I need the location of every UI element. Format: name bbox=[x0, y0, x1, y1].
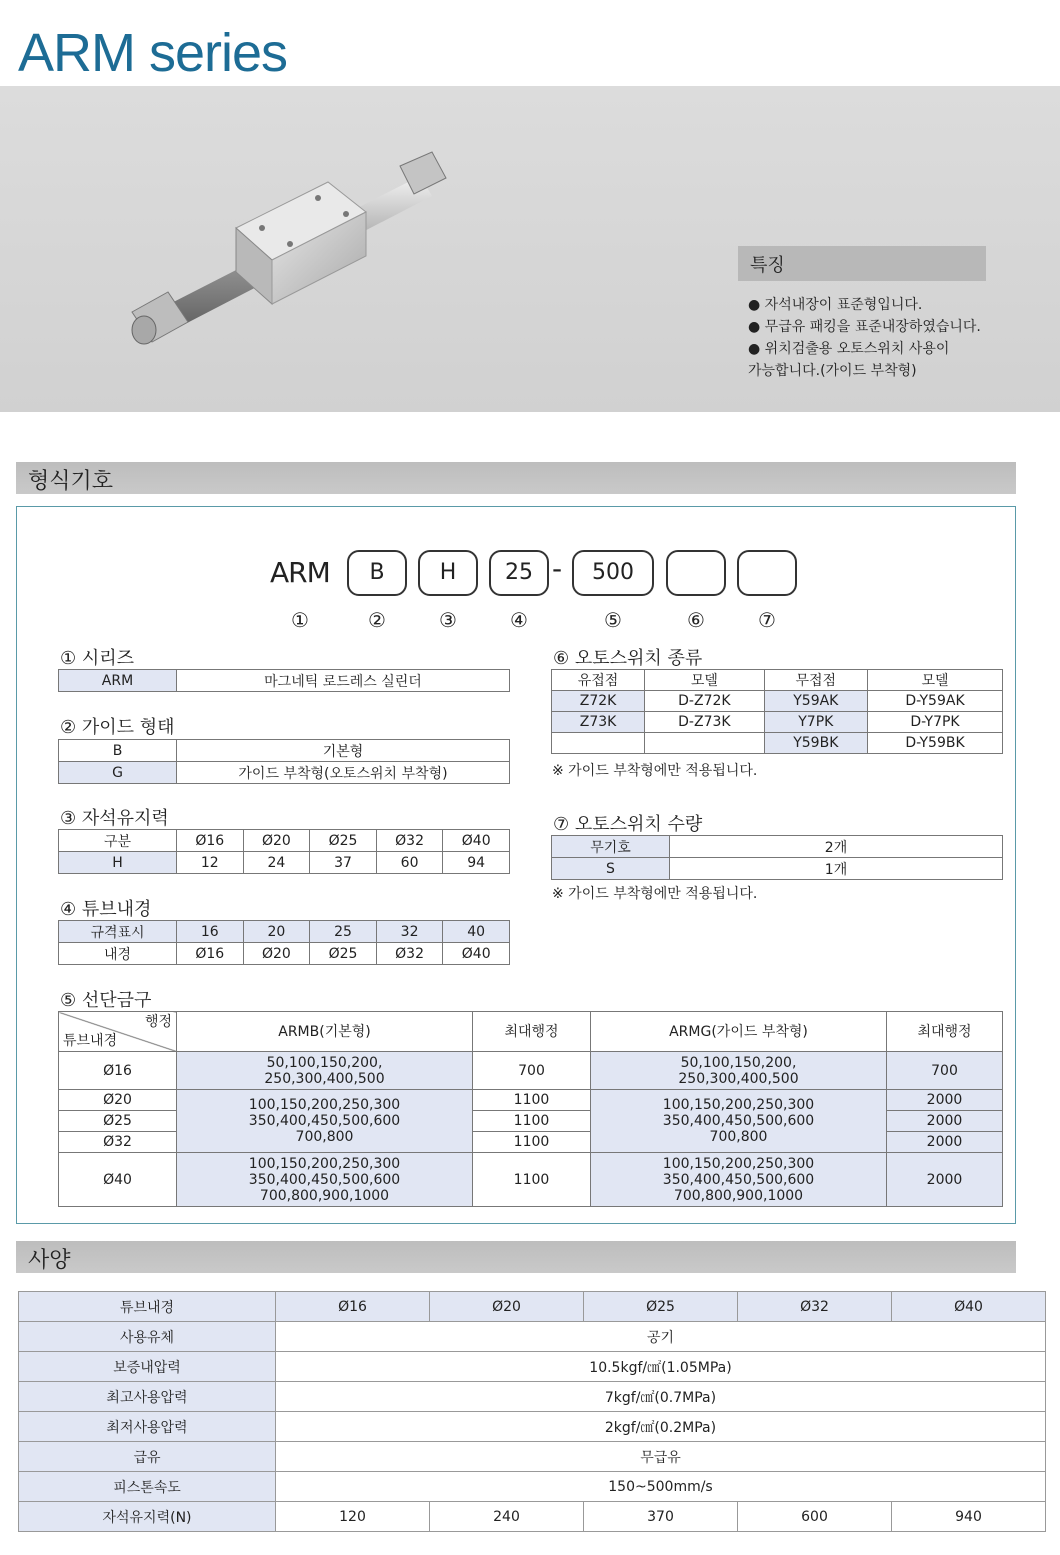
table-cell: D-Y7PK bbox=[867, 712, 1002, 733]
code-number: ⑥ bbox=[687, 608, 705, 632]
table-cell: D-Z72K bbox=[645, 691, 765, 712]
code-box-guide: B bbox=[347, 550, 407, 596]
code-dash: - bbox=[552, 552, 563, 585]
table-cell: 16 bbox=[177, 921, 244, 943]
table-cell: G bbox=[59, 762, 177, 784]
table-header: ARMG(가이드 부착형) bbox=[591, 1012, 887, 1052]
spec-label: 급유 bbox=[19, 1442, 276, 1472]
table-cell: 무기호 bbox=[552, 836, 670, 858]
spec-value: 10.5kgf/㎠(1.05MPa) bbox=[276, 1352, 1046, 1382]
table-cell: Ø25 bbox=[310, 943, 377, 965]
table-cell: Ø40 bbox=[443, 943, 510, 965]
table-cell: Ø32 bbox=[376, 943, 443, 965]
spec-value: 7kgf/㎠(0.7MPa) bbox=[276, 1382, 1046, 1412]
table-header: Ø20 bbox=[430, 1292, 584, 1322]
table-cell: D-Y59AK bbox=[867, 691, 1002, 712]
table-cell: 가이드 부착형(오토스위치 부착형) bbox=[177, 762, 510, 784]
code-number: ① bbox=[291, 608, 309, 632]
table-cell: 1개 bbox=[670, 858, 1003, 880]
table-cell: 1100 bbox=[473, 1153, 591, 1207]
table-cell: ARM bbox=[59, 670, 177, 692]
code-box-switch-qty bbox=[737, 550, 797, 596]
table-cell: Z73K bbox=[552, 712, 645, 733]
table-cell: 1100 bbox=[473, 1111, 591, 1132]
series-title: ① 시리즈 bbox=[60, 648, 135, 669]
table-cell: 50,100,150,200, 250,300,400,500 bbox=[591, 1052, 887, 1090]
table-header: 최대행정 bbox=[887, 1012, 1003, 1052]
table-cell: 구분 bbox=[59, 830, 177, 852]
table-cell: 12 bbox=[177, 852, 244, 874]
table-cell: 700 bbox=[887, 1052, 1003, 1090]
table-cell: H bbox=[59, 852, 177, 874]
table-cell: 2000 bbox=[887, 1090, 1003, 1111]
table-cell: 25 bbox=[310, 921, 377, 943]
table-cell: 1100 bbox=[473, 1132, 591, 1153]
table-cell: B bbox=[59, 740, 177, 762]
code-box-magnet: H bbox=[418, 550, 478, 596]
table-cell: 2개 bbox=[670, 836, 1003, 858]
table-cell: 마그네틱 로드레스 실린더 bbox=[177, 670, 510, 692]
page-title: ARM series bbox=[18, 23, 288, 83]
table-header: 튜브내경 bbox=[19, 1292, 276, 1322]
corner-top: 행정 bbox=[144, 1014, 172, 1030]
code-number: ② bbox=[368, 608, 386, 632]
code-box-bore: 25 bbox=[489, 550, 549, 596]
spec-label: 최고사용압력 bbox=[19, 1382, 276, 1412]
table-cell: D-Z73K bbox=[645, 712, 765, 733]
table-cell: 무접점 bbox=[764, 670, 867, 691]
table-cell: Y59BK bbox=[764, 733, 867, 754]
spec-label: 보증내압력 bbox=[19, 1352, 276, 1382]
table-cell: 100,150,200,250,300 350,400,450,500,600 700,800,900,1000 bbox=[591, 1153, 887, 1207]
table-cell: 100,150,200,250,300 350,400,450,500,600 700,800 bbox=[177, 1090, 473, 1153]
spec-value: 2kgf/㎠(0.2MPa) bbox=[276, 1412, 1046, 1442]
code-number: ④ bbox=[510, 608, 528, 632]
code-prefix: ARM bbox=[270, 556, 330, 589]
table-cell: 50,100,150,200, 250,300,400,500 bbox=[177, 1052, 473, 1090]
spec-table bbox=[18, 1291, 1046, 1532]
table-header: Ø16 bbox=[276, 1292, 430, 1322]
spec-value: 공기 bbox=[276, 1322, 1046, 1352]
spec-value: 무급유 bbox=[276, 1442, 1046, 1472]
table-cell: 100,150,200,250,300 350,400,450,500,600 700,800 bbox=[591, 1090, 887, 1153]
stroke-title: ⑤ 선단금구 bbox=[60, 990, 152, 1011]
code-number: ③ bbox=[439, 608, 457, 632]
table-header: 최대행정 bbox=[473, 1012, 591, 1052]
table-cell: 규격표시 bbox=[59, 921, 177, 943]
autoswitch-type-title: ⑥ 오토스위치 종류 bbox=[553, 648, 703, 669]
spec-label: 최저사용압력 bbox=[19, 1412, 276, 1442]
tube-table bbox=[58, 920, 510, 965]
spec-heading: 사양 bbox=[16, 1241, 1016, 1273]
table-cell: 모델 bbox=[645, 670, 765, 691]
table-cell: 2000 bbox=[887, 1111, 1003, 1132]
table-cell: Y7PK bbox=[764, 712, 867, 733]
table-cell: Z72K bbox=[552, 691, 645, 712]
magnet-table bbox=[58, 829, 510, 874]
autoswitch-qty-note: ※ 가이드 부착형에만 적용됩니다. bbox=[552, 886, 758, 902]
magnet-title: ③ 자석유지력 bbox=[60, 808, 169, 829]
table-cell: Ø40 bbox=[59, 1153, 177, 1207]
code-number: ⑤ bbox=[604, 608, 622, 632]
spec-value: 240 bbox=[430, 1502, 584, 1532]
autoswitch-qty-title: ⑦ 오토스위치 수량 bbox=[553, 814, 703, 835]
features-heading: 특징 bbox=[738, 246, 986, 281]
table-cell: 700 bbox=[473, 1052, 591, 1090]
code-number: ⑦ bbox=[758, 608, 776, 632]
guide-title: ② 가이드 형태 bbox=[60, 717, 175, 738]
spec-label: 자석유지력(N) bbox=[19, 1502, 276, 1532]
table-cell bbox=[552, 733, 645, 754]
code-box-switch-type bbox=[666, 550, 726, 596]
table-header: ARMB(기본형) bbox=[177, 1012, 473, 1052]
series-table bbox=[58, 669, 510, 692]
table-cell: 24 bbox=[243, 852, 310, 874]
spec-label: 사용유체 bbox=[19, 1322, 276, 1352]
features-list bbox=[748, 294, 988, 382]
table-cell: 40 bbox=[443, 921, 510, 943]
feature-item: ● 위치검출용 오토스위치 사용이 bbox=[748, 341, 950, 357]
table-cell: 1100 bbox=[473, 1090, 591, 1111]
table-cell: 100,150,200,250,300 350,400,450,500,600 700,800,900,1000 bbox=[177, 1153, 473, 1207]
table-header: Ø40 bbox=[892, 1292, 1046, 1322]
table-cell: 20 bbox=[243, 921, 310, 943]
code-box-stroke: 500 bbox=[572, 550, 654, 596]
spec-value: 600 bbox=[738, 1502, 892, 1532]
table-cell: Ø20 bbox=[243, 830, 310, 852]
table-cell: Ø40 bbox=[443, 830, 510, 852]
tube-title: ④ 튜브내경 bbox=[60, 899, 152, 920]
spec-value: 120 bbox=[276, 1502, 430, 1532]
table-cell: 유접점 bbox=[552, 670, 645, 691]
table-cell: D-Y59BK bbox=[867, 733, 1002, 754]
table-cell: Ø20 bbox=[59, 1090, 177, 1111]
corner-cell bbox=[59, 1012, 177, 1052]
feature-item: ● 무급유 패킹을 표준내장하였습니다. bbox=[748, 319, 981, 335]
table-cell: Ø16 bbox=[177, 943, 244, 965]
table-cell: 60 bbox=[376, 852, 443, 874]
autoswitch-type-table bbox=[551, 669, 1003, 754]
table-cell: 모델 bbox=[867, 670, 1002, 691]
corner-bottom: 튜브내경 bbox=[63, 1033, 118, 1049]
table-header: Ø32 bbox=[738, 1292, 892, 1322]
spec-label: 피스톤속도 bbox=[19, 1472, 276, 1502]
stroke-table bbox=[58, 1011, 1003, 1207]
table-cell: 2000 bbox=[887, 1153, 1003, 1207]
table-cell: Ø20 bbox=[243, 943, 310, 965]
spec-value: 150~500mm/s bbox=[276, 1472, 1046, 1502]
autoswitch-type-note: ※ 가이드 부착형에만 적용됩니다. bbox=[552, 763, 758, 779]
table-cell: Ø32 bbox=[59, 1132, 177, 1153]
table-cell: S bbox=[552, 858, 670, 880]
table-header: Ø25 bbox=[584, 1292, 738, 1322]
model-code-heading: 형식기호 bbox=[16, 462, 1016, 494]
table-cell: Ø16 bbox=[177, 830, 244, 852]
table-cell: Y59AK bbox=[764, 691, 867, 712]
table-cell: 32 bbox=[376, 921, 443, 943]
table-cell: 기본형 bbox=[177, 740, 510, 762]
autoswitch-qty-table bbox=[551, 835, 1003, 880]
table-cell: 94 bbox=[443, 852, 510, 874]
table-cell: 내경 bbox=[59, 943, 177, 965]
feature-item: 가능합니다.(가이드 부착형) bbox=[748, 363, 917, 379]
spec-value: 940 bbox=[892, 1502, 1046, 1532]
guide-table bbox=[58, 739, 510, 784]
table-cell: Ø25 bbox=[310, 830, 377, 852]
table-cell bbox=[645, 733, 765, 754]
table-cell: Ø32 bbox=[376, 830, 443, 852]
table-cell: 2000 bbox=[887, 1132, 1003, 1153]
table-cell: Ø16 bbox=[59, 1052, 177, 1090]
spec-value: 370 bbox=[584, 1502, 738, 1532]
table-cell: 37 bbox=[310, 852, 377, 874]
feature-item: ● 자석내장이 표준형입니다. bbox=[748, 297, 923, 313]
table-cell: Ø25 bbox=[59, 1111, 177, 1132]
